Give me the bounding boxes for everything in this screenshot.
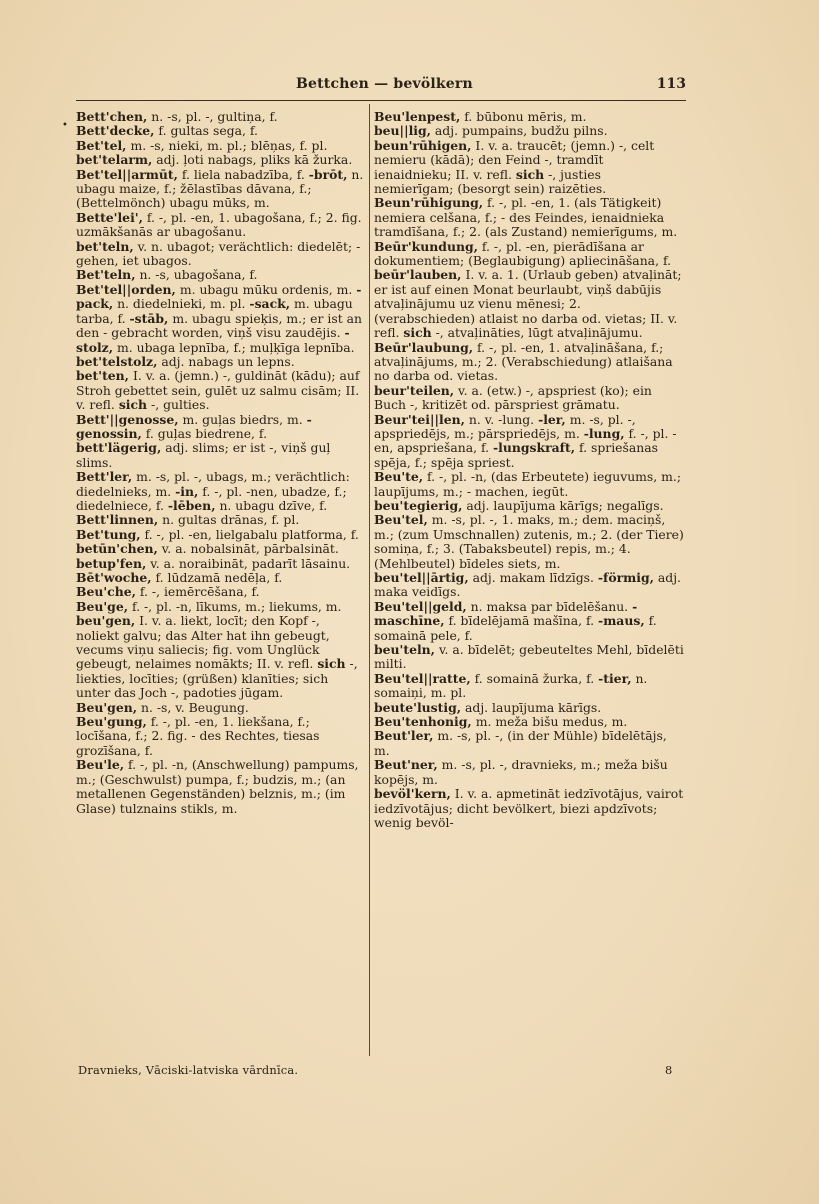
entry-definition: f. -, pl. -en, lielgabalu platforma, f. — [140, 526, 359, 542]
right-column — [374, 110, 684, 830]
page-header — [76, 76, 686, 100]
entry-definition: f. guļas biedrene, f. — [141, 425, 268, 441]
entry-headword: Bett'chen, — [76, 109, 148, 124]
entry-headword: -stolz, — [76, 325, 350, 355]
entry-definition: v. a. (etw.) -, apspriest (ko); ein Buch -, kritizēt od. pārspriest grāmatu. — [374, 382, 652, 413]
dictionary-entry — [374, 758, 684, 787]
entry-headword: -sack, — [249, 296, 291, 312]
dictionary-entry — [76, 470, 364, 513]
entry-definition: -, gulties. — [147, 397, 210, 413]
dictionary-entry — [374, 600, 684, 643]
dictionary-entry — [374, 513, 684, 571]
entry-headword: -lung, — [583, 425, 625, 441]
entry-headword: beun'rūhigen, — [374, 137, 472, 153]
entry-headword: Bet'tung, — [76, 526, 141, 542]
dictionary-entry — [76, 715, 364, 758]
entry-headword: beu'teln, — [374, 642, 435, 658]
entry-headword: -genossin, — [76, 411, 312, 441]
dictionary-entry — [76, 413, 364, 442]
entry-headword: Bett'ler, — [76, 469, 133, 485]
entry-headword: Bet'tel||orden, — [76, 281, 176, 297]
entry-headword: bett'lägerig, — [76, 440, 162, 456]
entry-headword: Beut'ner, — [374, 757, 438, 773]
entry-definition: m. meža bišu medus, m. — [471, 714, 628, 730]
entry-definition: I. v. a. liekt, locīt; den Kopf -, noliekt galvu; das Alter hat ihn gebeugt, vecums viņu saliecis; fig. vom Unglück gebeugt, nelaimes nomākts; II. v. refl. — [76, 613, 330, 672]
entry-headword: Bet'teln, — [76, 267, 136, 283]
entry-headword: Beur'tei||len, — [374, 411, 465, 427]
entry-headword: bet'teln, — [76, 238, 134, 254]
dictionary-entry — [76, 542, 364, 556]
entry-headword: Bēt'woche, — [76, 570, 152, 585]
dictionary-entry — [374, 413, 684, 471]
entry-headword: sich — [317, 656, 346, 672]
entry-headword: Beu'gen, — [76, 699, 138, 715]
entry-headword: -brōt, — [308, 166, 348, 182]
entry-headword: -maus, — [598, 613, 645, 629]
entry-headword: -ler, — [538, 411, 566, 427]
entry-definition: f. būbonu mēris, m. — [460, 109, 587, 124]
dictionary-entry — [76, 614, 364, 700]
entry-headword: Beūr'laubung, — [374, 339, 474, 355]
entry-headword: Beu'te, — [374, 469, 424, 485]
entry-headword: beu'gen, — [76, 613, 136, 629]
dictionary-entry — [374, 110, 684, 124]
entry-definition: I. v. a. 1. (Urlaub geben) atvaļināt; er ist auf einen Monat beurlaubt, viņš dabūjis atvaļinājumu uz vienu mēnesi; 2. (verabschieden) atlaist no darba od. vietas; II. v. refl. — [374, 267, 682, 341]
entry-headword: bet'ten, — [76, 368, 129, 384]
dictionary-entry — [76, 369, 364, 412]
entry-definition: m. ubagu mūku ordenis, m. — [175, 281, 357, 297]
entry-definition: m. ubaga lepnība, f.; muļķīga lepnība. — [113, 339, 355, 355]
entry-headword: Bett'decke, — [76, 123, 155, 139]
column-divider — [369, 104, 370, 1056]
entry-definition: adj. pumpains, budžu pilns. — [430, 123, 608, 139]
entry-headword: Bett'linnen, — [76, 512, 159, 528]
dictionary-entry — [374, 729, 684, 758]
entry-headword: -förmig, — [597, 570, 654, 585]
entry-definition: f. -, pl. -en, 1. ubagošana, f.; 2. fig. uzmākšanās ar ubagošanu. — [76, 209, 362, 240]
dictionary-entry — [76, 110, 364, 124]
entry-headword: Beu'tel||ratte, — [374, 670, 471, 686]
dictionary-entry — [374, 701, 684, 715]
dictionary-entry — [76, 585, 364, 599]
entry-headword: -maschīne, — [374, 598, 638, 629]
dictionary-entry — [76, 283, 364, 355]
header-rule — [76, 100, 686, 101]
entry-headword: sich — [515, 166, 545, 182]
dictionary-entry — [76, 153, 364, 167]
dictionary-entry — [76, 355, 364, 369]
entry-definition: f. -, pl. -en, apspriešana, f. — [374, 425, 677, 456]
dictionary-entry — [76, 557, 364, 571]
entry-definition: f. somainā žurka, f. — [470, 670, 599, 686]
entry-headword: -lungskraft, — [493, 440, 576, 456]
header-title: Bettchen — bevölkern — [296, 76, 473, 92]
entry-headword: beūr'lauben, — [374, 267, 462, 283]
entry-headword: Beūr'kundung, — [374, 238, 478, 254]
entry-definition: m. -s, pl. -, ubags, m.; verächtlich: diedelnieks, m. — [76, 469, 350, 499]
entry-definition: m. -s, pl. -, 1. maks, m.; dem. maciņš, m.; (zum Umschnallen) zutenis, m.; 2. (der Tiere) somiņa, f.; 3. (Tabaksbeutel) repis, m.; 4. (Mehlbeutel) bīdeles siets, m. — [374, 512, 684, 571]
entry-headword: Beu'tel||geld, — [374, 598, 467, 614]
entry-headword: beu||lig, — [374, 123, 431, 139]
footer-signature: 8 — [665, 1063, 673, 1077]
entry-headword: Beu'gung, — [76, 714, 147, 730]
entry-definition: v. a. noraibināt, padarīt lāsainu. — [146, 555, 351, 571]
header-page-number: 113 — [656, 76, 686, 92]
footer-publisher: Dravnieks, Vāciski-latviska vārdnīca. — [78, 1063, 299, 1077]
entry-definition: n. -s, pl. -, gultiņa, f. — [147, 109, 278, 124]
entry-headword: Beu'le, — [76, 757, 125, 773]
entry-definition: adj. laupījuma kārīgs; negalīgs. — [462, 497, 664, 513]
entry-definition: m. guļas biedrs, m. — [178, 411, 307, 427]
dictionary-entry — [76, 758, 364, 816]
entry-definition: v. a. nobalsināt, pārbalsināt. — [157, 541, 339, 557]
entry-headword: sich — [403, 325, 432, 341]
dictionary-entry — [374, 139, 684, 197]
entry-definition: adj. maka veidīgs. — [374, 570, 681, 600]
dictionary-entry — [374, 643, 684, 672]
dictionary-entry — [76, 441, 364, 470]
entry-definition: f. gultas sega, f. — [154, 123, 258, 139]
entry-headword: Beu'tenhonig, — [374, 714, 472, 730]
entry-definition: f. -, pl. -en, 1. liekšana, f.; locīšana, f.; 2. fig. - des Rechtes, tiesas grozīšana, f. — [76, 714, 320, 758]
entry-headword: -lēben, — [167, 497, 216, 513]
entry-definition: I. v. a. (jemn.) -, guldināt (kādu); auf Stroh gebettet sein, gulēt uz salmu cisām; II. v. refl. — [76, 368, 360, 413]
dictionary-entry — [374, 470, 684, 499]
entry-definition: f. -, pl. -en, 1. (als Tätigkeit) nemiera celšana, f.; - des Feindes, ienaidnieka tramdīšana, f.; 2. (als Zustand) nemierīgums, m. — [374, 195, 678, 240]
entry-definition: n. diedelnieki, m. pl. — [113, 296, 250, 312]
dictionary-entry — [76, 600, 364, 614]
margin-dot: • — [62, 120, 68, 131]
dictionary-entry — [374, 268, 684, 340]
entry-headword: sich — [118, 397, 148, 413]
entry-definition: n. somaiņi, m. pl. — [374, 670, 648, 701]
entry-definition: f. lūdzamā nedēļa, f. — [151, 570, 283, 585]
entry-headword: betup'fen, — [76, 555, 147, 571]
entry-headword: bet'telstolz, — [76, 353, 158, 369]
dictionary-entry — [374, 124, 684, 138]
entry-headword: Bett'||genosse, — [76, 411, 179, 427]
dictionary-entry — [76, 528, 364, 542]
entry-definition: f. -, pl. -n, līkums, m.; liekums, m. — [128, 598, 342, 614]
entry-headword: Beu'tel, — [374, 512, 428, 528]
entry-definition: f. spriešanas spēja, f.; spēja spriest. — [374, 440, 658, 470]
dictionary-entry — [76, 571, 364, 585]
dictionary-entry — [76, 268, 364, 282]
entry-headword: Bette'lei', — [76, 209, 143, 225]
dictionary-entry — [76, 168, 364, 211]
entry-definition: f. -, pl. -nen, ubadze, f.; diedelniece, f. — [76, 483, 347, 513]
entry-definition: m. -s, pl. -, (in der Mühle) bīdelētājs, m. — [374, 728, 667, 758]
entry-definition: adj. nabags un lepns. — [157, 353, 295, 369]
entry-definition: f. -, pl. -en, pierādīšana ar dokumentiem; (Beglaubigung) apliecināšana, f. — [374, 238, 672, 269]
entry-definition: n. maksa par bīdelēšanu. — [466, 598, 633, 614]
entry-definition: m. -s, nieki, m. pl.; blēņas, f. pl. — [126, 137, 328, 153]
entry-definition: n. ubagu dzīve, f. — [215, 497, 328, 513]
entry-definition: -, atvaļināties, lūgt atvaļinājumu. — [431, 325, 643, 341]
entry-headword: bet'telarm, — [76, 152, 153, 168]
entry-definition: f. -, pl. -n, (Anschwellung) pampums, m.; (Geschwulst) pumpa, f.; budzis, m.; (an metallenen Gegenständen) belznis, m.; (im Glase) tulznains stikls, m. — [76, 757, 359, 816]
entry-definition: adj. makam līdzīgs. — [468, 570, 598, 585]
dictionary-entry — [374, 787, 684, 830]
entry-headword: -tier, — [598, 670, 632, 686]
dictionary-entry — [76, 139, 364, 153]
dictionary-entry — [76, 124, 364, 138]
entry-headword: Beu'lenpest, — [374, 109, 461, 124]
entry-headword: Beun'rūhigung, — [374, 195, 484, 211]
entry-definition: adj. ļoti nabags, pliks kā žurka. — [152, 152, 353, 168]
entry-definition: -, justies nemierīgam; (besorgt sein) raizēties. — [374, 166, 607, 197]
entry-definition: m. -s, pl. -, dravnieks, m.; meža bišu kopējs, m. — [374, 757, 668, 787]
dictionary-entry — [374, 715, 684, 729]
dictionary-entry — [374, 384, 684, 413]
entry-definition: f. -, pl. -en, 1. atvaļināšana, f.; atvaļinājums, m.; 2. (Verabschiedung) atlaišana no darba od. vietas. — [374, 339, 673, 384]
entry-definition: n. ubagu maize, f.; žēlastības dāvana, f.; (Bettelmönch) ubagu mūks, m. — [76, 166, 364, 211]
entry-headword: -pack, — [76, 281, 362, 312]
entry-headword: Beu'ge, — [76, 598, 129, 614]
entry-headword: Beu'che, — [76, 584, 136, 600]
entry-headword: beu'tegierig, — [374, 497, 463, 513]
entry-definition: m. ubagu tarba, f. — [76, 296, 353, 326]
entry-definition: f. liela nabadzība, f. — [177, 166, 309, 182]
dictionary-entry — [374, 571, 684, 600]
dictionary-entry — [76, 240, 364, 269]
entry-definition: m. ubagu spieķis, m.; er ist an den - gebracht worden, viņš visu zaudējis. — [76, 310, 362, 341]
entry-headword: beur'teilen, — [374, 382, 455, 398]
entry-definition: adj. slims; er ist -, viņš guļ slims. — [76, 440, 331, 470]
entry-definition: f. -, pl. -n, (das Erbeutete) ieguvums, m.; laupījums, m.; - machen, iegūt. — [374, 469, 682, 499]
entry-headword: beu'tel||ārtig, — [374, 570, 469, 585]
entry-definition: I. v. a. apmetināt iedzīvotājus, vairot iedzīvotājus; dicht bevölkert, biezi apdzīvots; wenig bevöl- — [374, 786, 684, 830]
entry-definition: v. a. bīdelēt; gebeuteltes Mehl, bīdelēti milti. — [374, 642, 684, 672]
dictionary-entry — [76, 211, 364, 240]
entry-definition: v. n. ubagot; verächtlich: diedelēt; - gehen, iet ubagos. — [76, 238, 361, 269]
entry-definition: f. -, iemērcēšana, f. — [135, 584, 260, 600]
dictionary-entry — [374, 499, 684, 513]
entry-headword: -stāb, — [129, 310, 169, 326]
entry-headword: -in, — [175, 483, 199, 499]
entry-headword: betūn'chen, — [76, 541, 158, 557]
entry-definition: f. bīdelējamā mašīna, f. — [444, 613, 599, 629]
entry-headword: Bet'tel||armūt, — [76, 166, 178, 182]
dictionary-entry — [76, 701, 364, 715]
entry-definition: adj. laupījuma kārīgs. — [461, 699, 602, 715]
entry-definition: I. v. a. traucēt; (jemn.) -, celt nemieru (kādā); den Feind -, tramdīt ienaidnieku; II. v. refl. — [374, 137, 655, 182]
entry-definition: n. -s, ubagošana, f. — [135, 267, 258, 283]
entry-definition: n. gultas drānas, f. pl. — [158, 512, 300, 528]
dictionary-entry — [374, 672, 684, 701]
entry-definition: n. v. -lung. — [464, 411, 539, 427]
dictionary-entry — [374, 240, 684, 269]
dictionary-entry — [76, 513, 364, 527]
left-column — [76, 110, 364, 816]
entry-definition: m. -s, pl. -, apspriedējs, m.; pārspriedējs, m. — [374, 411, 636, 441]
entry-definition: f. somainā pele, f. — [374, 613, 657, 643]
entry-headword: bevöl'kern, — [374, 786, 451, 802]
entry-definition: -, liekties, locīties; (grüßen) klanīties; sich unter das Joch -, padoties jūgam. — [76, 656, 358, 701]
dictionary-entry — [374, 196, 684, 239]
entry-headword: Bet'tel, — [76, 137, 127, 153]
entry-definition: n. -s, v. Beugung. — [137, 699, 249, 715]
dictionary-entry — [374, 341, 684, 384]
entry-headword: Beut'ler, — [374, 728, 434, 744]
entry-headword: beute'lustig, — [374, 699, 462, 715]
